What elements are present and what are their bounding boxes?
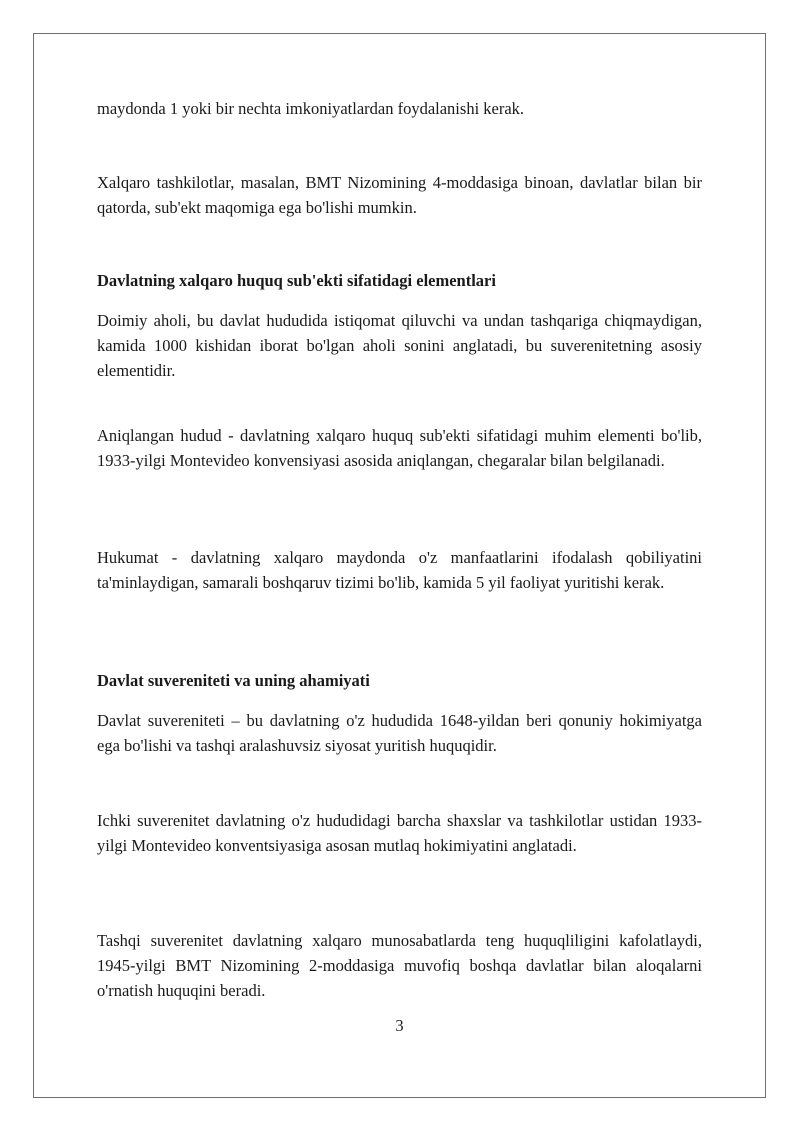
page-number: 3 bbox=[395, 1016, 404, 1035]
paragraph-permanent-population: Doimiy aholi, bu davlat hududida istiqomat qiluvchi va undan tashqariga chiqmaydigan, kamida 1000 kishidan iborat bo'lgan aholi sonini anglatadi, bu suverenitetning asosiy elementidir. bbox=[97, 311, 702, 380]
paragraph-continuation: maydonda 1 yoki bir nechta imkoniyatlardan foydalanishi kerak. bbox=[97, 99, 525, 118]
section-heading-state-elements: Davlatning xalqaro huquq sub'ekti sifatidagi elementlari bbox=[97, 271, 496, 290]
paragraph-external-sovereignty: Tashqi suverenitet davlatning xalqaro munosabatlarda teng huquqliligini kafolatlaydi, 1945-yilgi BMT Nizomining 2-moddasiga muvofiq boshqa davlatlar bilan aloqalarni o'rnatish huquqini beradi. bbox=[97, 931, 702, 1000]
paragraph-state-sovereignty: Davlat suvereniteti – bu davlatning o'z hududida 1648-yildan beri qonuniy hokimiyatga ega bo'lishi va tashqi aralashuvsiz siyosat yuritish huquqidir. bbox=[97, 711, 702, 755]
page-content bbox=[97, 0, 702, 1131]
paragraph-internal-sovereignty: Ichki suverenitet davlatning o'z hududidagi barcha shaxslar va tashkilotlar ustidan 1933-yilgi Montevideo konventsiyasiga asosan mutlaq hokimiyatini anglatadi. bbox=[97, 811, 702, 855]
paragraph-international-organizations: Xalqaro tashkilotlar, masalan, BMT Nizomining 4-moddasiga binoan, davlatlar bilan bir qatorda, sub'ekt maqomiga ega bo'lishi mumkin. bbox=[97, 173, 702, 217]
section-heading-sovereignty: Davlat suvereniteti va uning ahamiyati bbox=[97, 671, 370, 690]
paragraph-government: Hukumat - davlatning xalqaro maydonda o'z manfaatlarini ifodalash qobiliyatini ta'minlaydigan, samarali boshqaruv tizimi bo'lib, kamida 5 yil faoliyat yuritishi kerak. bbox=[97, 548, 702, 592]
paragraph-defined-territory: Aniqlangan hudud - davlatning xalqaro huquq sub'ekti sifatidagi muhim elementi bo'lib, 1933-yilgi Montevideo konvensiyasi asosida aniqlangan, chegaralar bilan belgilanadi. bbox=[97, 426, 702, 470]
